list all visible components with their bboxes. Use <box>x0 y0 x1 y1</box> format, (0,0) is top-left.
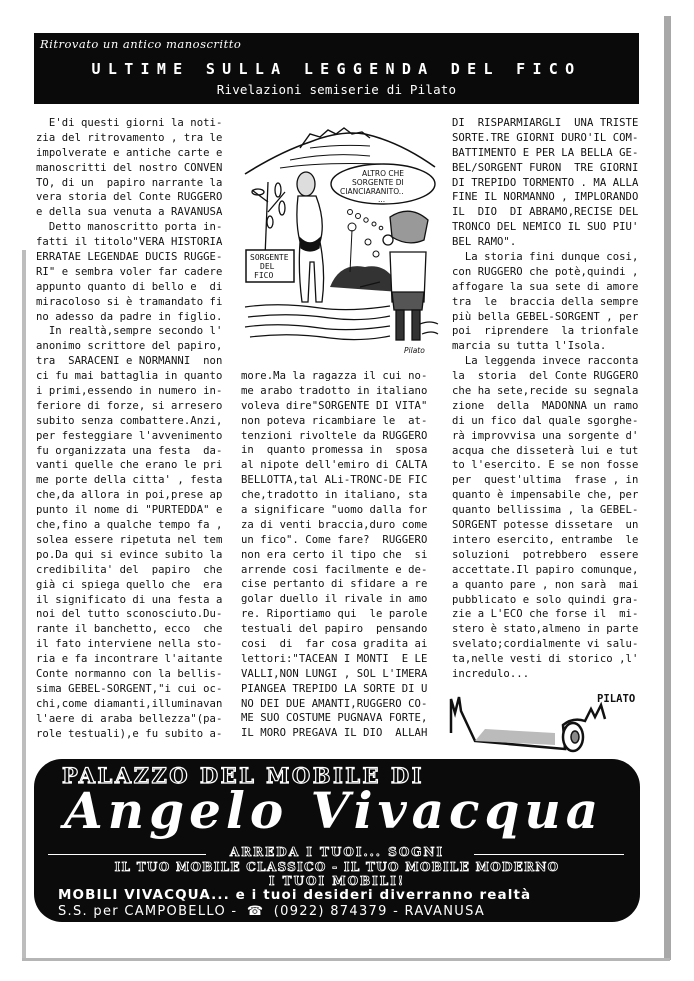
article-line: non era certo il tipo che si <box>241 548 428 561</box>
article-line: arrende cosi facilmente e de- <box>241 563 428 576</box>
article-line: BATTIMENTO E PER LA BELLA GE- <box>452 146 639 159</box>
article-line: ERRATAE LEGENDAE DUCIS RUGGE- <box>36 251 223 264</box>
article-kicker: Ritrovato un antico manoscritto <box>40 37 242 51</box>
article-line: cosi di far cosa gradita ai <box>241 638 428 651</box>
article-line: quanto bellissima , la GEBEL- <box>452 504 639 517</box>
article-column-2 <box>241 369 436 741</box>
article-line: tra SARACENI e NORMANNI non <box>36 355 223 368</box>
article-line: BEL RAMO". <box>452 236 517 249</box>
article-line: incredulo... <box>452 667 530 680</box>
sign-line-3: FICO <box>254 271 274 280</box>
article-line: soluzioni potrebbero essere <box>452 548 639 561</box>
article-line: role testuali),e fu subito a- <box>36 727 223 740</box>
article-line: me porte della citta' , festa <box>36 474 223 487</box>
article-line: a significare "uomo dalla for <box>241 504 428 517</box>
article-line: IL DIO DI ABRAMO,RECISE DEL <box>452 206 639 219</box>
article-line: more.Ma la ragazza il cui no- <box>241 370 428 382</box>
article-line: ta,nelle vesti di storico ,l' <box>452 653 639 666</box>
article-line: con RUGGERO che potè,quindi , <box>452 265 639 278</box>
article-line: il significato di una festa a <box>36 593 223 606</box>
cartoon-drawing <box>240 112 440 357</box>
article-line: SORGENT potesse dissetare un <box>452 519 639 532</box>
article-line: zione della MADONNA un ramo <box>452 399 639 412</box>
article-line: voleva dire"SORGENTE DI VITA" <box>241 399 428 412</box>
article-line: za di venti braccia,duro come <box>241 518 428 531</box>
sign-line-1: SORGENTE <box>250 253 289 262</box>
ad-furniture-line-2: I TUOI MOBILI! <box>268 874 406 888</box>
article-line: credibilita' del papiro che <box>36 563 223 576</box>
bush <box>330 266 400 292</box>
ad-contact <box>58 904 485 919</box>
article-line: NO DEI DUE AMANTI,RUGGERO CO- <box>241 697 428 710</box>
speech-line-2: SORGENTE DI <box>352 178 404 187</box>
article-line: SORTE.TRE GIORNI DURO'IL COM- <box>452 131 639 144</box>
article-line: Conte normanno con la bellis- <box>36 667 223 680</box>
article-line: pubblicato e solo quindi gra- <box>452 593 639 606</box>
article-line: sima GEBEL-SORGENT,"i cui oc- <box>36 682 223 695</box>
article-line: quanto è impensabile che, per <box>452 489 639 502</box>
article-line: RI" e sembra voler far cadere <box>36 265 223 278</box>
article-line: che,tradotto in italiano, sta <box>241 489 428 502</box>
article-line: che ha sete,recide su segnala <box>452 385 639 398</box>
article-line: e della sua venuta a RAVANUSA <box>36 206 223 219</box>
article-line: subito senza combattere.Anzi, <box>36 414 223 427</box>
article-line: BELLOTTA,tal ALi-TRONC-DE FIC <box>241 474 428 487</box>
article-line: un fico". Come fare? RUGGERO <box>241 533 428 546</box>
article-line: accettate.Il papiro comunque, <box>452 563 639 576</box>
article-line: zie a L'ECO che forse il mi- <box>452 608 639 621</box>
article-line: per quest'ultima frase , in <box>452 474 639 487</box>
article-line: VALLI,NON LUNGI , SOL L'IMERA <box>241 667 428 680</box>
ad-town: - RAVANUSA <box>393 904 486 919</box>
article-line: per festeggiare l'avvenimento <box>36 429 223 442</box>
article-line: FINE IL NORMANNO , IMPLORANDO <box>452 191 639 204</box>
page-edge-left <box>22 250 26 960</box>
advertisement-banner <box>34 759 640 922</box>
article-line: affogare la sua sete di amore <box>452 280 639 293</box>
article-headline: ULTIME SULLA LEGGENDA DEL FICO <box>91 60 582 78</box>
article-line: to l'esercito. E se non fosse <box>452 459 639 472</box>
ad-furniture-line: IL TUO MOBILE CLASSICO - IL TUO MOBILE MODERNO <box>114 860 560 874</box>
cartoon-illustration <box>240 112 440 357</box>
speech-line-3: CIANCIARANITO.. <box>340 187 404 196</box>
article-line: feriore di forze, si arresero <box>36 399 223 412</box>
ad-brand-name: Angelo Vivacqua <box>64 781 604 840</box>
article-line: vera storia del Conte RUGGERO <box>36 191 223 204</box>
article-line: fatti il titolo"VERA HISTORIA <box>36 236 223 249</box>
author-signature: PILATO <box>597 693 636 705</box>
article-line: marcia su tutta l'Isola. <box>452 340 607 353</box>
article-line: tenzioni rivoltele da RUGGERO <box>241 429 428 442</box>
artist-signature: Pilato <box>404 346 425 355</box>
scroll-illustration <box>445 693 615 753</box>
article-line: TRONCO DEL NEMICO IL SUO PIU' <box>452 221 639 234</box>
page-edge-bottom <box>22 958 670 961</box>
article-line: re. Riportiamo qui le parole <box>241 608 428 621</box>
page-edge-right <box>664 16 671 960</box>
article-line: fu organizzata una festa da- <box>36 444 223 457</box>
article-column-1 <box>36 116 236 741</box>
article-line: TO, di un papiro narrante la <box>36 176 223 189</box>
telephone-icon: ☎ <box>246 904 265 919</box>
article-line: Detto manoscritto porta in- <box>36 221 223 234</box>
article-line: già ci spiega quello che era <box>36 578 223 591</box>
ad-tagline: MOBILI VIVACQUA... e i tuoi desideri diverranno realtà <box>58 887 532 903</box>
article-line: lettori:"TACEAN I MONTI E LE <box>241 652 428 665</box>
article-line: ME SUO COSTUME PUGNAVA FORTE, <box>241 712 428 725</box>
article-line: po.Da qui si evince subito la <box>36 548 223 561</box>
article-column-3 <box>452 116 652 682</box>
article-line: poi riprendere la trionfale <box>452 325 639 338</box>
article-line: non poteva ricambiare le at- <box>241 414 428 427</box>
article-line: la storia del Conte RUGGERO <box>452 370 639 383</box>
article-line: il fato interviene nella sto- <box>36 638 223 651</box>
article-line: i primi,essendo in numero in- <box>36 385 223 398</box>
ad-address: S.S. per CAMPOBELLO - <box>58 904 238 919</box>
article-line: no adesso da padre in figlio. <box>36 310 223 323</box>
article-line: più bella GEBEL-SORGENT , per <box>452 310 639 323</box>
article-line: anonimo scrittore del papiro, <box>36 340 223 353</box>
article-line: che,fino a qualche tempo fa , <box>36 519 223 532</box>
article-line: intero esercito, entrambe le <box>452 533 639 546</box>
article-line: impolverate e antiche carte e <box>36 146 223 159</box>
ad-slogan: ARREDA I TUOI... SOGNI <box>229 845 445 859</box>
article-line: chi,come diamanti,illuminavan <box>36 697 223 710</box>
woman-figure <box>297 172 324 302</box>
article-line: DI RISPARMIARGLI UNA TRISTE <box>452 117 639 129</box>
article-line: PIANGEA TREPIDO LA SORTE DI U <box>241 682 428 695</box>
article-line: zia del ritrovamento , tra le <box>36 131 223 144</box>
article-line: vanti quelle che erano le pri <box>36 459 223 472</box>
article-line: In realtà,sempre secondo l' <box>36 325 223 338</box>
article-line: svelato;cordialmente vi salu- <box>452 638 639 651</box>
article-line: l'aere di araba bellezza"(pa- <box>36 712 223 725</box>
article-line: DI TREPIDO TORMENTO . MA ALLA <box>452 176 639 189</box>
article-line: me arabo tradotto in italiano <box>241 384 428 397</box>
article-line: rà improvvisa una sorgente d' <box>452 429 639 442</box>
article-header <box>34 33 639 104</box>
thought-dots <box>348 210 383 230</box>
ad-phone: (0922) 874379 <box>273 904 388 919</box>
article-line: in quanto promessa in sposa <box>241 444 428 457</box>
article-line: rante il banchetto, ecco che <box>36 623 223 636</box>
article-line: appunto quanto di bello e di <box>36 280 223 293</box>
speech-line-4: ... <box>378 195 386 204</box>
article-line: IL MORO PREGAVA IL DIO ALLAH <box>241 727 428 740</box>
article-line: La storia fini dunque cosi, <box>452 251 639 264</box>
article-line: solea essere ripetuta nel tem <box>36 533 223 546</box>
article-line: noi del tutto sconosciuto.Du- <box>36 608 223 621</box>
article-line: manoscritti del nostro CONVEN <box>36 161 223 174</box>
article-line: al nipote dell'emiro di CALTA <box>241 459 428 472</box>
ad-top-line: PALAZZO DEL MOBILE DI <box>62 763 424 788</box>
scroll-roll-core <box>571 731 579 743</box>
article-line: stero è stato,almeno in parte <box>452 623 639 636</box>
sign-line-2: DEL <box>260 262 275 271</box>
article-line: BEL/SORGENT FURON TRE GIORNI <box>452 161 639 174</box>
speech-line-1: ALTRO CHE <box>362 169 404 178</box>
article-line: cise pertanto di sfidare a re <box>241 578 428 591</box>
article-line: punto il nome di "PURTEDDA" e <box>36 504 223 517</box>
article-line: testuali del papiro pensando <box>241 623 428 636</box>
article-line: La leggenda invece racconta <box>452 355 639 368</box>
article-line: acqua che disseterà lui e tut <box>452 444 639 457</box>
article-line: golar duello il rivale in amo <box>241 593 428 606</box>
article-line: che,da allora in poi,prese ap <box>36 489 223 502</box>
article-line: miracoloso si è tramandato fi <box>36 295 223 308</box>
article-line: a quanto pare , non sarà mai <box>452 578 639 591</box>
article-line: E'di questi giorni la noti- <box>36 117 223 129</box>
article-subhead: Rivelazioni semiserie di Pilato <box>216 82 457 97</box>
plant-left <box>252 182 285 257</box>
article-line: ci fu mai battaglia in quanto <box>36 370 223 383</box>
flower <box>348 223 379 272</box>
article-line: di un fico dal quale sgorghe- <box>452 414 639 427</box>
article-line: ria e fa incontrare l'aitante <box>36 653 223 666</box>
article-line: tra le braccia della sempre <box>452 295 639 308</box>
